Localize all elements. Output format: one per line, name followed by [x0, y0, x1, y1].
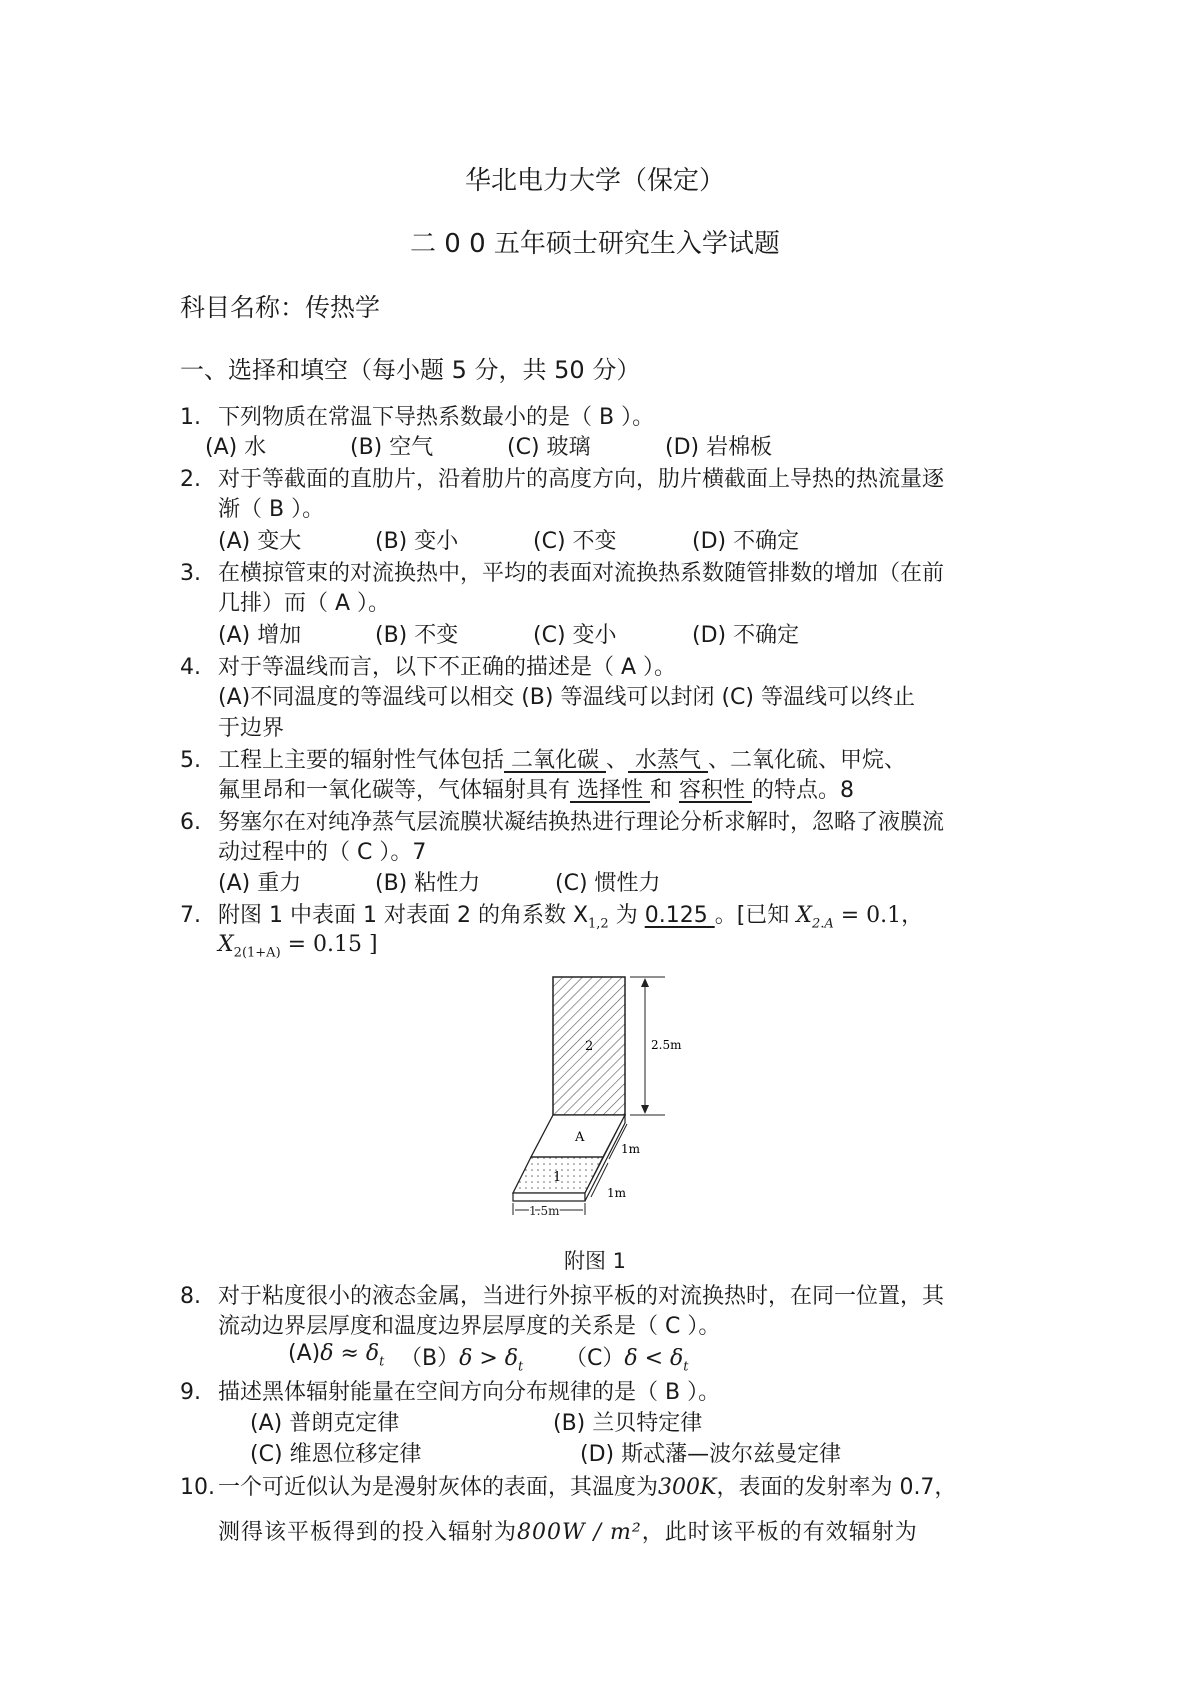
option-d: (D) 不确定 — [692, 623, 800, 648]
math-value: = 0.15 ] — [280, 932, 378, 957]
question-5-continued — [218, 773, 854, 804]
question-number: 1. — [180, 405, 201, 430]
question-text: 和 — [650, 778, 680, 803]
label-1: 1 — [553, 1170, 562, 1185]
option-b: (B) 变小 — [375, 529, 459, 554]
math-expression: δ > δ — [459, 1346, 519, 1371]
math-expression: δ < δ — [624, 1346, 684, 1371]
exam-title: 二 0 0 五年硕士研究生入学试题 — [410, 229, 780, 259]
question-text: ，表面的发射率为 0.7， — [716, 1475, 957, 1500]
option-b: (B) 空气 — [350, 435, 434, 460]
dimension-width: 1.5m — [529, 1204, 560, 1218]
question-4 — [180, 650, 676, 681]
question-text: 描述黑体辐射能量在空间方向分布规律的是（ B ）。 — [218, 1380, 721, 1405]
question-text: 附图 1 中表面 1 对表面 2 的角系数 X — [218, 903, 589, 928]
math-symbol: X — [796, 903, 812, 928]
question-text: 下列物质在常温下导热系数最小的是（ B ）。 — [218, 405, 655, 430]
slab-edge — [513, 1193, 585, 1201]
question-text: 对于等温线而言，以下不正确的描述是（ A ）。 — [218, 655, 677, 680]
question-text: 、 — [606, 748, 629, 773]
option-c — [565, 1341, 689, 1374]
option-a: (A) 变大 — [218, 529, 302, 554]
subscript: 1,2 — [588, 916, 609, 932]
question-2 — [180, 462, 944, 493]
math-value: 800W / m² — [517, 1520, 642, 1545]
math-expression: δ ≈ δ — [320, 1341, 380, 1366]
question-text: ，此时该平板的有效辐射为 — [641, 1520, 918, 1545]
question-number: 6. — [180, 810, 201, 835]
question-number: 8. — [180, 1284, 201, 1309]
answer-blank: 选择性 — [570, 778, 651, 803]
section-heading: 一、选择和填空（每小题 5 分，共 50 分） — [180, 356, 641, 384]
option-label: （B） — [400, 1346, 460, 1371]
question-text: 的特点。8 — [752, 778, 855, 803]
question-text: 对于等截面的直肋片，沿着肋片的高度方向，肋片横截面上导热的热流量逐 — [218, 467, 945, 492]
question-number: 5. — [180, 748, 201, 773]
question-9 — [180, 1375, 720, 1406]
label-a: A — [575, 1130, 585, 1145]
subscript: t — [683, 1359, 689, 1375]
question-number: 2. — [180, 467, 201, 492]
label-2: 2 — [585, 1039, 594, 1054]
option-label: (A) — [288, 1341, 321, 1366]
question-2-continued: 渐（ B ）。 — [218, 497, 325, 522]
option-a: (A) 重力 — [218, 871, 302, 896]
option-b: (B) 兰贝特定律 — [553, 1411, 703, 1436]
question-4-options: (A)不同温度的等温线可以相交 (B) 等温线可以封闭 (C) 等温线可以终止 — [218, 685, 915, 710]
option-d: (D) 岩棉板 — [665, 435, 773, 460]
question-text: 测得该平板得到的投入辐射为 — [218, 1520, 518, 1545]
subscript: t — [379, 1354, 385, 1370]
question-3 — [180, 556, 944, 587]
question-number: 4. — [180, 655, 201, 680]
answer-blank: 0.125 — [644, 903, 715, 928]
question-text: 氟里昂和一氧化碳等，气体辐射具有 — [218, 778, 571, 803]
subject-name: 科目名称：传热学 — [180, 293, 381, 322]
dimension-1m-lower: 1m — [607, 1186, 627, 1200]
question-number: 9. — [180, 1380, 201, 1405]
math-value: 300K — [658, 1475, 717, 1500]
math-symbol: X — [218, 932, 234, 957]
option-a: (A) 水 — [205, 435, 267, 460]
dimension-1m-upper: 1m — [621, 1142, 641, 1156]
question-7-continued — [218, 932, 378, 960]
math-value: = 0.1， — [833, 903, 924, 928]
question-1 — [180, 400, 654, 431]
question-text: 一个可近似认为是漫射灰体的表面，其温度为 — [218, 1475, 659, 1500]
option-d: (D) 不确定 — [692, 529, 800, 554]
answer-blank: 二氧化碳 — [504, 748, 607, 773]
answer-blank: 水蒸气 — [628, 748, 709, 773]
question-3-continued: 几排）而（ A ）。 — [218, 591, 391, 616]
question-text: 、二氧化硫、甲烷、 — [708, 748, 907, 773]
question-5 — [180, 743, 906, 774]
figure-caption: 附图 1 — [563, 1249, 627, 1273]
question-4-continued: 于边界 — [218, 716, 285, 741]
option-c: (C) 维恩位移定律 — [250, 1442, 422, 1467]
option-c: (C) 不变 — [533, 529, 617, 554]
question-text: 努塞尔在对纯净蒸气层流膜状凝结换热进行理论分析求解时，忽略了液膜流 — [218, 810, 945, 835]
arrow-head — [641, 978, 649, 987]
subscript: 2(1+A) — [233, 945, 281, 961]
question-text: 为 — [608, 903, 645, 928]
question-6 — [180, 805, 944, 836]
question-8 — [180, 1279, 944, 1310]
option-b: (B) 粘性力 — [375, 871, 481, 896]
option-a: (A) 增加 — [218, 623, 302, 648]
question-6-continued: 动过程中的（ C ）。7 — [218, 840, 427, 865]
answer-blank: 容积性 — [679, 778, 753, 803]
university-title: 华北电力大学（保定） — [464, 166, 725, 196]
question-10 — [180, 1470, 956, 1501]
option-b — [400, 1341, 523, 1374]
option-label: （C） — [565, 1346, 625, 1371]
question-number: 7. — [180, 903, 201, 928]
subscript: t — [518, 1359, 524, 1375]
question-8-continued: 流动边界层厚度和温度边界层厚度的关系是（ C ）。 — [218, 1314, 721, 1339]
question-10-continued — [218, 1515, 918, 1546]
question-text: 。[已知 — [714, 903, 797, 928]
dimension-height: 2.5m — [651, 1038, 682, 1052]
question-number: 3. — [180, 561, 201, 586]
question-text: 工程上主要的辐射性气体包括 — [218, 748, 505, 773]
question-number: 10. — [180, 1475, 215, 1500]
subscript: 2.A — [811, 916, 834, 932]
option-c: (C) 玻璃 — [507, 435, 591, 460]
option-c: (C) 变小 — [533, 623, 617, 648]
option-c: (C) 惯性力 — [555, 871, 661, 896]
question-7 — [180, 898, 923, 931]
option-a — [288, 1341, 384, 1369]
arrow-head — [641, 1105, 649, 1114]
question-text: 在横掠管束的对流换热中，平均的表面对流换热系数随管排数的增加（在前 — [218, 561, 945, 586]
option-d: (D) 斯忒藩—波尔兹曼定律 — [580, 1442, 842, 1467]
option-a: (A) 普朗克定律 — [250, 1411, 400, 1436]
question-text: 对于粘度很小的液态金属，当进行外掠平板的对流换热时，在同一位置，其 — [218, 1284, 945, 1309]
figure-1-diagram — [505, 975, 705, 1240]
option-b: (B) 不变 — [375, 623, 459, 648]
